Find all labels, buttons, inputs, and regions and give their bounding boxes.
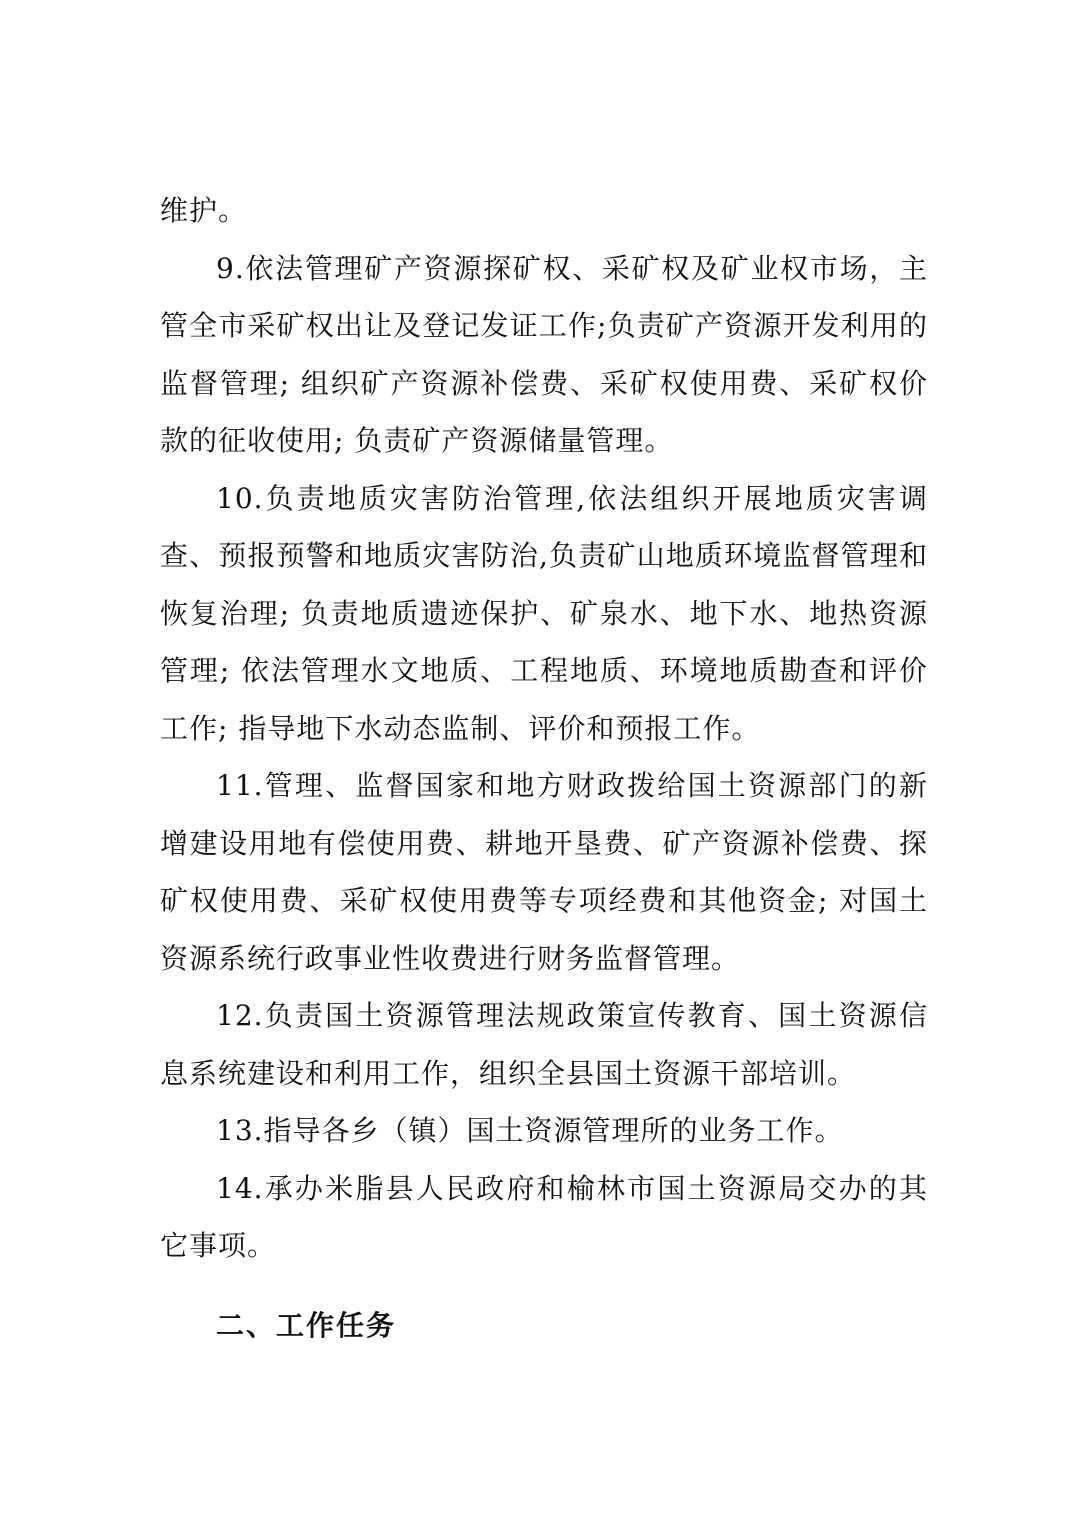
paragraph-item-10: 10.负责地质灾害防治管理,依法组织开展地质灾害调查、预报预警和地质灾害防治,负责矿山地质环境监督管理和恢复治理; 负责地质遗迹保护、矿泉水、地下水、地热资源管理; 依法管理水文地质、工程地质、环境地质勘查和评价工作; 指导地下水动态监制、评价和预报工作。 [160, 481, 928, 745]
paragraph-item-13: 13.指导各乡（镇）国土资源管理所的业务工作。 [216, 1114, 844, 1147]
paragraph-item-9: 9.依法管理矿产资源探矿权、采矿权及矿业权市场，主管全市采矿权出让及登记发证工作;负责矿产资源开发利用的监督管理; 组织矿产资源补偿费、采矿权使用费、采矿权价款的征收使用; 负责矿产资源储量管理。 [160, 251, 928, 457]
paragraph-continuation: 维护。 [160, 194, 248, 227]
paragraph-item-14: 14.承办米脂县人民政府和榆林市国土资源局交办的其它事项。 [160, 1171, 928, 1262]
section-heading: 二、工作任务 [216, 1308, 397, 1342]
paragraph-item-12: 12.负责国土资源管理法规政策宣传教育、国土资源信息系统建设和利用工作，组织全县国土资源干部培训。 [160, 999, 928, 1090]
paragraph-item-11: 11.管理、监督国家和地方财政拨给国土资源部门的新增建设用地有偿使用费、耕地开垦费、矿产资源补偿费、探矿权使用费、采矿权使用费等专项经费和其他资金; 对国土资源系统行政事业性收费进行财务监督管理。 [160, 769, 928, 975]
document-page [160, 182, 928, 1354]
